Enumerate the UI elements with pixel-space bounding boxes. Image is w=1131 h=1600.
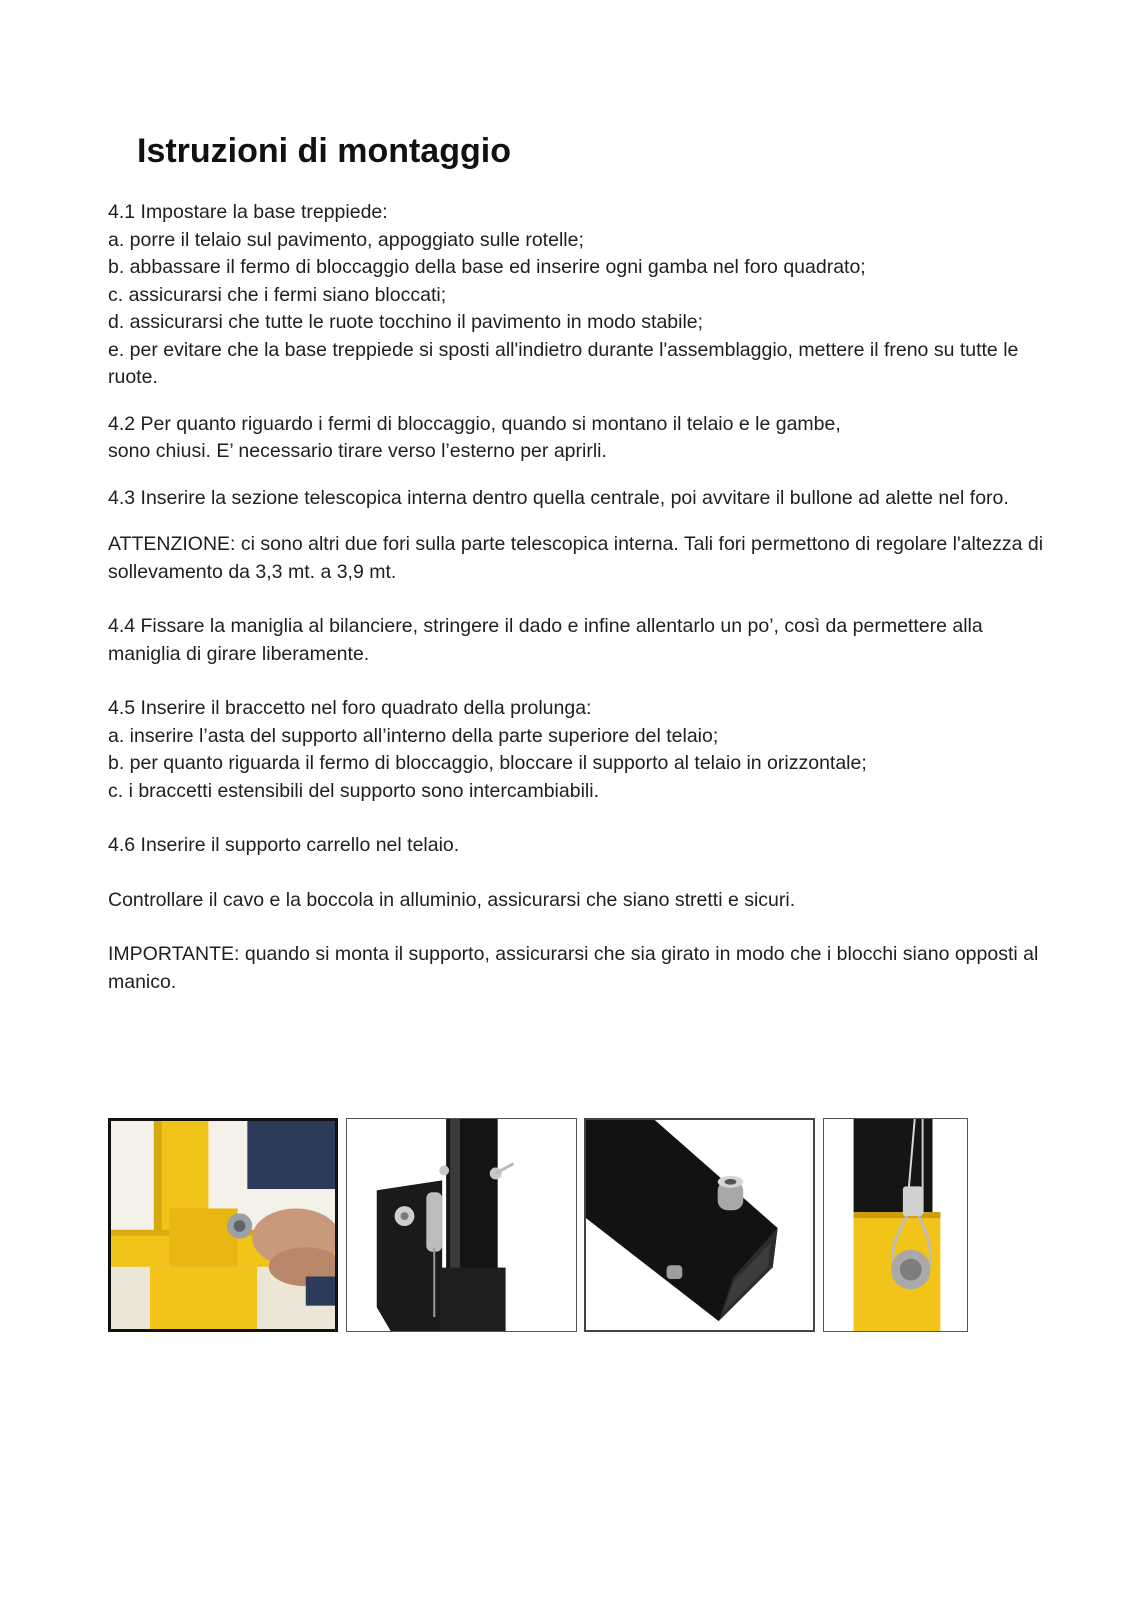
- section-4-1-item-b: b. abbassare il fermo di bloccaggio della base ed inserire ogni gamba nel foro quadrato;: [108, 256, 866, 278]
- section-4-1-item-c: c. assicurarsi che i fermi siano bloccati;: [108, 283, 447, 306]
- section-4-2-line2: sono chiusi. E’ necessario tirare verso l’esterno per aprirli.: [108, 440, 607, 462]
- section-4-5-item-b: b. per quanto riguarda il fermo di bloccaggio, bloccare il supporto al telaio in orizzontale;: [108, 752, 867, 774]
- section-4-5-item-c: c. i braccetti estensibili del supporto sono intercambiabili.: [108, 779, 599, 802]
- section-4-2-line1: 4.2 Per quanto riguardo i fermi di bloccaggio, quando si montano il telaio e le gambe,: [108, 412, 841, 435]
- photo-pulley-bracket: [346, 1118, 577, 1332]
- section-4-5-heading: 4.5 Inserire il braccetto nel foro quadrato della prolunga:: [108, 697, 592, 719]
- photo-square-tube-end: [584, 1118, 815, 1332]
- page-title: Istruzioni di montaggio: [137, 132, 511, 170]
- section-4-1-heading: 4.1 Impostare la base treppiede:: [108, 201, 388, 223]
- section-4-1-item-e: e. per evitare che la base treppiede si sposti all'indietro durante l'assemblaggio, mettere il freno su tutte le ruote.: [108, 338, 1019, 388]
- section-4-1-item-a: a. porre il telaio sul pavimento, appoggiato sulle rotelle;: [108, 228, 584, 251]
- section-4-4: 4.4 Fissare la maniglia al bilanciere, stringere il dado e infine allentarlo un po’, così da permettere alla maniglia di girare liberamente.: [108, 615, 983, 665]
- photo-tripod-base-lock: [108, 1118, 338, 1332]
- section-4-3: 4.3 Inserire la sezione telescopica interna dentro quella centrale, poi avvitare il bullone ad alette nel foro.: [108, 486, 1009, 509]
- assembly-photos: [108, 1118, 968, 1334]
- instructions-body: [108, 199, 1048, 996]
- photo-cable-bolt: [823, 1118, 968, 1332]
- section-4-5-item-a: a. inserire l’asta del supporto all’interno della parte superiore del telaio;: [108, 724, 719, 747]
- section-4-6: 4.6 Inserire il supporto carrello nel telaio.: [108, 834, 460, 856]
- attention-note: ATTENZIONE: ci sono altri due fori sulla parte telescopica interna. Tali fori permettono di regolare l'altezza di sollevamento da 3,3 mt. a 3,9 mt.: [108, 533, 1044, 583]
- check-cable-note: Controllare il cavo e la boccola in alluminio, assicurarsi che siano stretti e sicuri.: [108, 888, 796, 911]
- important-note: IMPORTANTE: quando si monta il supporto, assicurarsi che sia girato in modo che i blocchi siano opposti al manico.: [108, 943, 1039, 993]
- section-4-1-item-d: d. assicurarsi che tutte le ruote tocchino il pavimento in modo stabile;: [108, 311, 704, 333]
